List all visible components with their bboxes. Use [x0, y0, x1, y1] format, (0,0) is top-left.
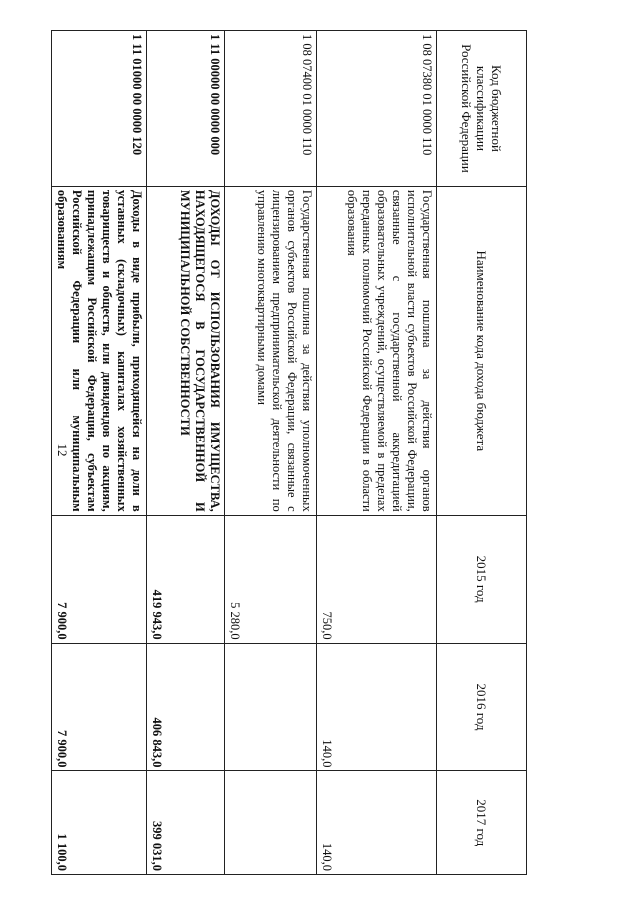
table-row: [52, 31, 147, 875]
rotated-table-frame: [55, 30, 527, 875]
row-value-2016: 140,0: [317, 643, 437, 771]
row-value-2015: 5 280,0: [225, 515, 317, 643]
header-name: Наименование кода дохода бюджета: [437, 186, 527, 515]
table-header-row: [437, 31, 527, 875]
header-2015: 2015 год: [437, 515, 527, 643]
header-2016: 2016 год: [437, 643, 527, 771]
row-value-2017: [225, 771, 317, 875]
table-row: [317, 31, 437, 875]
header-code: Код бюджетной классификации Российской Федерации: [437, 31, 527, 187]
row-value-2016: 7 900,0: [52, 643, 147, 771]
row-value-2016: [225, 643, 317, 771]
row-value-2015: 750,0: [317, 515, 437, 643]
row-name: Доходы в виде прибыли, приходящейся на доли в уставных (складочных) капиталах хозяйственных товариществ и обществ, или дивидендов по акциям, принадлежащим Российской Федерации, субъектам Российской Федерации или муниципальным образованиям: [52, 186, 147, 515]
table-container: [55, 30, 527, 875]
row-value-2017: 140,0: [317, 771, 437, 875]
row-code: 1 11 00000 00 0000 000: [147, 31, 225, 187]
budget-income-table: [51, 30, 527, 875]
row-name: Государственная пошлина за действия органов исполнительной власти субъектов Российской Федерации, связанные с государственной аккредитацией образовательных учреждений, осуществляемой в пределах переданных полномочий Российской Федерации в области образования: [317, 186, 437, 515]
row-code: 1 08 07380 01 0000 110: [317, 31, 437, 187]
table-row: [225, 31, 317, 875]
row-name: Государственная пошлина за действия уполномоченных органов субъектов Российской Федерации, связанные с лицензированием предпринимательской деятельности по управлению многоквартирными домами: [225, 186, 317, 515]
page-number: 12: [55, 443, 70, 457]
row-code: 1 08 07400 01 0000 110: [225, 31, 317, 187]
row-value-2017: 1 100,0: [52, 771, 147, 875]
row-name: ДОХОДЫ ОТ ИСПОЛЬЗОВАНИЯ ИМУЩЕСТВА, НАХОДЯЩЕГОСЯ В ГОСУДАРСТВЕННОЙ И МУНИЦИПАЛЬНОЙ СОБСТВЕННОСТИ: [147, 186, 225, 515]
row-value-2015: 7 900,0: [52, 515, 147, 643]
row-value-2015: 419 943,0: [147, 515, 225, 643]
row-value-2016: 406 843,0: [147, 643, 225, 771]
row-value-2017: 399 031,0: [147, 771, 225, 875]
header-2017: 2017 год: [437, 771, 527, 875]
row-code: 1 11 01000 00 0000 120: [52, 31, 147, 187]
table-row: [147, 31, 225, 875]
